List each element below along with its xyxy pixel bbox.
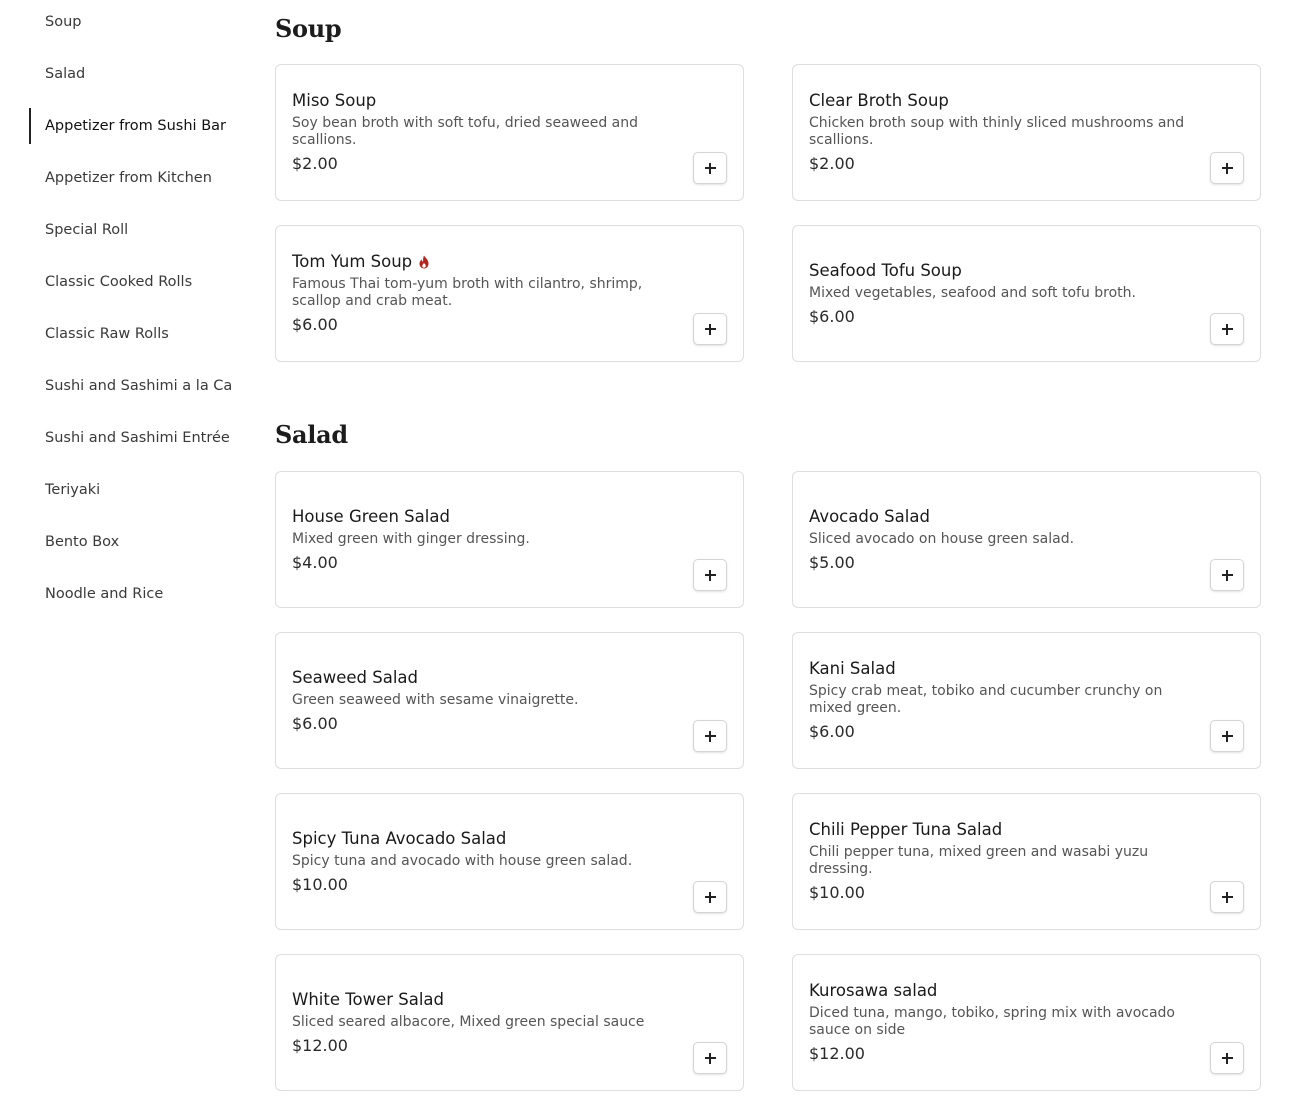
item-description: Chicken broth soup with thinly sliced mushrooms and scallions. [809, 115, 1185, 148]
item-price: $12.00 [809, 1044, 865, 1063]
item-price: $6.00 [809, 722, 855, 741]
plus-icon [705, 892, 716, 903]
plus-icon [1222, 892, 1233, 903]
plus-icon [705, 1053, 716, 1064]
item-name-text: Seafood Tofu Soup [809, 260, 962, 280]
add-to-cart-button[interactable] [693, 881, 727, 913]
add-to-cart-button[interactable] [1210, 881, 1244, 913]
item-description: Mixed green with ginger dressing. [292, 530, 530, 547]
item-name [292, 90, 688, 112]
sidebar-item-classic-cooked-rolls[interactable]: Classic Cooked Rolls [45, 274, 193, 290]
add-to-cart-button[interactable] [1210, 559, 1244, 591]
item-price: $2.00 [809, 154, 855, 173]
plus-icon [705, 731, 716, 742]
menu-item-card[interactable] [792, 954, 1261, 1091]
card-body [292, 65, 688, 200]
menu-item-card[interactable] [275, 954, 744, 1091]
add-to-cart-button[interactable] [693, 720, 727, 752]
item-description: Sliced avocado on house green salad. [809, 530, 1075, 547]
menu-item-card[interactable] [275, 632, 744, 769]
item-description: Spicy tuna and avocado with house green salad. [292, 852, 633, 869]
sidebar-item-teriyaki[interactable]: Teriyaki [45, 482, 101, 498]
item-description: Green seaweed with sesame vinaigrette. [292, 691, 579, 708]
sidebar-item-bento-box[interactable]: Bento Box [45, 534, 120, 550]
item-price: $6.00 [809, 306, 855, 326]
plus-icon [705, 570, 716, 581]
sidebar-item-sushi-sashimi-entree[interactable]: Sushi and Sashimi Entrée [45, 430, 230, 446]
item-name [809, 260, 1205, 282]
card-body [292, 633, 688, 768]
menu-item-card[interactable] [792, 64, 1261, 201]
plus-icon [1222, 324, 1233, 335]
sidebar-item-soup[interactable]: Soup [45, 14, 82, 30]
item-price: $10.00 [809, 883, 865, 902]
item-name-text: Tom Yum Soup [292, 252, 413, 271]
item-name [809, 506, 1205, 528]
flame-icon [418, 255, 430, 269]
add-to-cart-button[interactable] [1210, 152, 1244, 184]
sidebar-item-appetizer-sushi-bar[interactable]: Appetizer from Sushi Bar [29, 108, 239, 144]
card-body [809, 226, 1205, 361]
section-title-soup: Soup [275, 14, 342, 43]
card-body [292, 472, 688, 607]
item-name [292, 506, 688, 528]
add-to-cart-button[interactable] [1210, 720, 1244, 752]
sidebar-item-classic-raw-rolls[interactable]: Classic Raw Rolls [45, 326, 169, 342]
item-name-text: White Tower Salad [292, 989, 445, 1009]
item-price: $2.00 [292, 154, 338, 173]
add-to-cart-button[interactable] [1210, 313, 1244, 345]
add-to-cart-button[interactable] [693, 313, 727, 345]
item-name-text: Miso Soup [292, 91, 377, 110]
sidebar-item-salad[interactable]: Salad [45, 66, 86, 82]
card-body [292, 794, 688, 929]
item-description: Mixed vegetables, seafood and soft tofu broth. [809, 284, 1136, 301]
menu-item-card[interactable] [792, 225, 1261, 362]
menu-item-card[interactable] [792, 471, 1261, 608]
item-name-text: Kurosawa salad [809, 981, 938, 1000]
card-body [292, 226, 688, 361]
item-description: Spicy crab meat, tobiko and cucumber crunchy on mixed green. [809, 683, 1163, 716]
card-body [809, 65, 1205, 200]
add-to-cart-button[interactable] [693, 559, 727, 591]
item-name [809, 658, 1205, 680]
item-description: Famous Thai tom-yum broth with cilantro, shrimp, scallop and crab meat. [292, 276, 643, 309]
add-to-cart-button[interactable] [1210, 1042, 1244, 1074]
sidebar-item-special-roll[interactable]: Special Roll [45, 222, 129, 238]
item-name [292, 828, 688, 850]
plus-icon [705, 324, 716, 335]
item-description: Chili pepper tuna, mixed green and wasabi yuzu dressing. [809, 844, 1149, 877]
menu-item-card[interactable] [792, 632, 1261, 769]
item-price: $6.00 [292, 315, 338, 334]
item-name-text: Clear Broth Soup [809, 91, 949, 110]
item-name [292, 251, 688, 273]
section-title-salad: Salad [275, 420, 348, 449]
item-price: $5.00 [809, 552, 855, 572]
item-name-text: House Green Salad [292, 506, 450, 526]
item-price: $12.00 [292, 1035, 348, 1055]
item-name-text: Seaweed Salad [292, 667, 419, 687]
menu-item-card[interactable] [792, 793, 1261, 930]
plus-icon [1222, 163, 1233, 174]
plus-icon [705, 163, 716, 174]
item-name [809, 819, 1205, 841]
add-to-cart-button[interactable] [693, 152, 727, 184]
menu-item-card[interactable] [275, 793, 744, 930]
card-body [809, 794, 1205, 929]
item-name-text: Kani Salad [809, 659, 896, 678]
item-name [292, 989, 688, 1011]
card-body [809, 472, 1205, 607]
menu-item-card[interactable] [275, 64, 744, 201]
item-description: Soy bean broth with soft tofu, dried seaweed and scallions. [292, 115, 639, 148]
add-to-cart-button[interactable] [693, 1042, 727, 1074]
item-name-text: Avocado Salad [809, 506, 930, 526]
card-body [292, 955, 688, 1090]
card-body [809, 955, 1205, 1090]
plus-icon [1222, 731, 1233, 742]
item-price: $6.00 [292, 713, 338, 733]
item-description: Sliced seared albacore, Mixed green special sauce [292, 1013, 645, 1030]
item-name [809, 90, 1205, 112]
item-name-text: Chili Pepper Tuna Salad [809, 820, 1003, 839]
plus-icon [1222, 570, 1233, 581]
category-sidebar [0, 0, 250, 1100]
plus-icon [1222, 1053, 1233, 1064]
menu-item-card[interactable] [275, 225, 744, 362]
item-name-text: Spicy Tuna Avocado Salad [292, 828, 507, 848]
menu-item-card[interactable] [275, 471, 744, 608]
card-body [809, 633, 1205, 768]
sidebar-item-appetizer-kitchen[interactable]: Appetizer from Kitchen [45, 170, 212, 186]
item-price: $10.00 [292, 874, 348, 894]
sidebar-item-noodle-rice[interactable]: Noodle and Rice [45, 586, 164, 602]
sidebar-item-sushi-sashimi-a-la-carte[interactable]: Sushi and Sashimi a la Ca [45, 378, 233, 394]
item-name [809, 980, 1205, 1002]
item-name [292, 667, 688, 689]
item-description: Diced tuna, mango, tobiko, spring mix with avocado sauce on side [809, 1005, 1175, 1038]
item-price: $4.00 [292, 552, 338, 572]
